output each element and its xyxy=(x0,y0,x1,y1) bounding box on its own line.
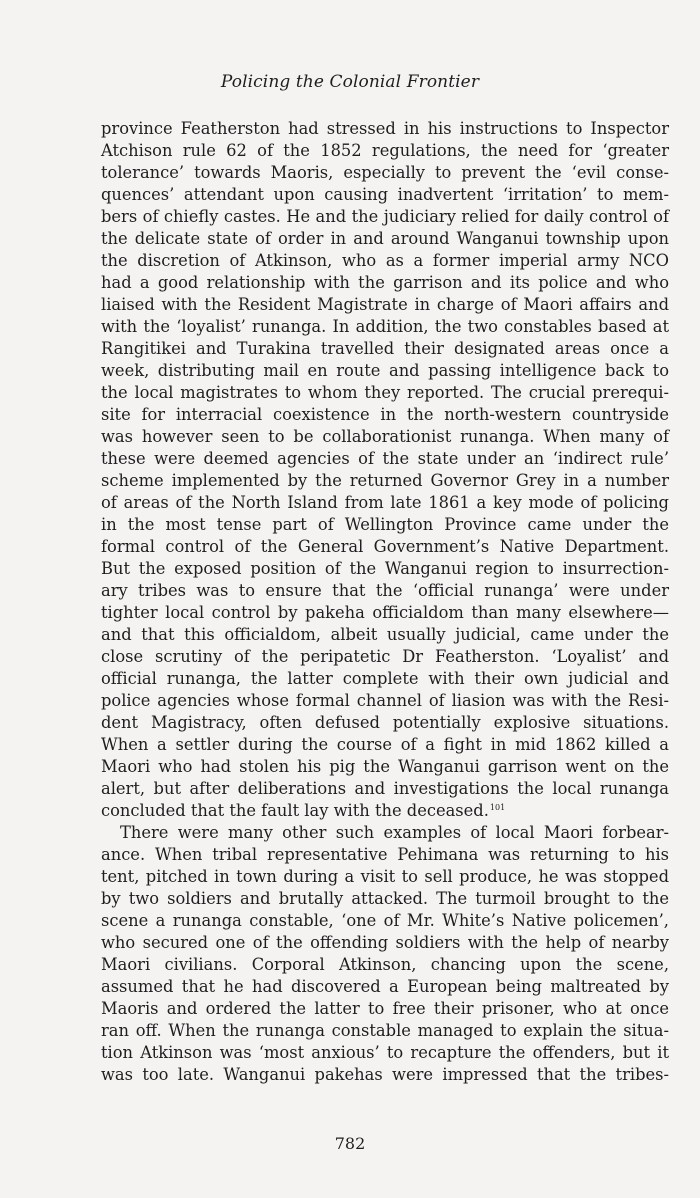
text-line: Rangitikei and Turakina travelled their designated areas once a xyxy=(101,339,669,358)
text-line: week, distributing mail en route and passing intelligence back to xyxy=(101,361,669,380)
text-line: tighter local control by pakeha officialdom than many elsewhere— xyxy=(101,603,669,622)
paragraph xyxy=(101,822,669,1086)
text-line: ance. When tribal representative Pehimana was returning to his xyxy=(101,845,669,864)
text-line: tent, pitched in town during a visit to sell produce, he was stopped xyxy=(101,867,669,886)
text-line: Maori who had stolen his pig the Wanganui garrison went on the xyxy=(101,757,669,776)
text-line: quences’ attendant upon causing inadvertent ‘irritation’ to mem- xyxy=(101,185,669,204)
text-line: When a settler during the course of a fight in mid 1862 killed a xyxy=(101,735,669,754)
text-line: ary tribes was to ensure that the ‘official runanga’ were under xyxy=(101,581,669,600)
text-line: was too late. Wanganui pakehas were impressed that the tribes- xyxy=(101,1065,669,1084)
text-line: Atchison rule 62 of the 1852 regulations, the need for ‘greater xyxy=(101,141,669,160)
text-line: scheme implemented by the returned Governor Grey in a number xyxy=(101,471,669,490)
text-line: dent Magistracy, often defused potentially explosive situations. xyxy=(101,713,669,732)
text-line: official runanga, the latter complete with their own judicial and xyxy=(101,669,669,688)
paragraph xyxy=(101,118,669,822)
text-line: formal control of the General Government’s Native Department. xyxy=(101,537,669,556)
text-line: was however seen to be collaborationist runanga. When many of xyxy=(101,427,669,446)
footnote-marker[interactable]: 101 xyxy=(489,802,506,812)
text-line: There were many other such examples of local Maori forbear- xyxy=(120,823,669,842)
text-line: tolerance’ towards Maoris, especially to prevent the ‘evil conse- xyxy=(101,163,669,182)
text-line: these were deemed agencies of the state under an ‘indirect rule’ xyxy=(101,449,669,468)
text-line: the discretion of Atkinson, who as a former imperial army NCO xyxy=(101,251,669,270)
text-line: of areas of the North Island from late 1861 a key mode of policing xyxy=(101,493,669,512)
text-line: in the most tense part of Wellington Province came under the xyxy=(101,515,669,534)
text-line: assumed that he had discovered a European being maltreated by xyxy=(101,977,669,996)
text-line: Maoris and ordered the latter to free their prisoner, who at once xyxy=(101,999,669,1018)
text-line: the local magistrates to whom they reported. The crucial prerequi- xyxy=(101,383,669,402)
text-line: site for interracial coexistence in the north-western countryside xyxy=(101,405,669,424)
text-line: by two soldiers and brutally attacked. The turmoil brought to the xyxy=(101,889,669,908)
text-line: Maori civilians. Corporal Atkinson, chancing upon the scene, xyxy=(101,955,669,974)
text-line: scene a runanga constable, ‘one of Mr. White’s Native policemen’, xyxy=(101,911,669,930)
running-head: Policing the Colonial Frontier xyxy=(220,72,480,92)
text-line xyxy=(101,800,669,822)
text-line: who secured one of the offending soldiers with the help of nearby xyxy=(101,933,669,952)
text-line: alert, but after deliberations and investigations the local runanga xyxy=(101,779,669,798)
text-line: ran off. When the runanga constable managed to explain the situa- xyxy=(101,1021,669,1040)
body-text xyxy=(101,118,669,1086)
text-line: police agencies whose formal channel of liasion was with the Resi- xyxy=(101,691,669,710)
text-line: tion Atkinson was ‘most anxious’ to recapture the offenders, but it xyxy=(101,1043,669,1062)
page-number: 782 xyxy=(334,1134,366,1153)
text-line: and that this officialdom, albeit usually judicial, came under the xyxy=(101,625,669,644)
text-line: the delicate state of order in and around Wanganui township upon xyxy=(101,229,669,248)
text-line: close scrutiny of the peripatetic Dr Featherston. ‘Loyalist’ and xyxy=(101,647,669,666)
text-line: province Featherston had stressed in his instructions to Inspector xyxy=(101,119,669,138)
text-line-content: concluded that the fault lay with the deceased. xyxy=(101,801,489,820)
text-line: But the exposed position of the Wanganui region to insurrection- xyxy=(101,559,669,578)
text-line: had a good relationship with the garrison and its police and who xyxy=(101,273,669,292)
text-line: with the ‘loyalist’ runanga. In addition, the two constables based at xyxy=(101,317,669,336)
text-line: liaised with the Resident Magistrate in charge of Maori affairs and xyxy=(101,295,669,314)
text-line: bers of chiefly castes. He and the judiciary relied for daily control of xyxy=(101,207,669,226)
